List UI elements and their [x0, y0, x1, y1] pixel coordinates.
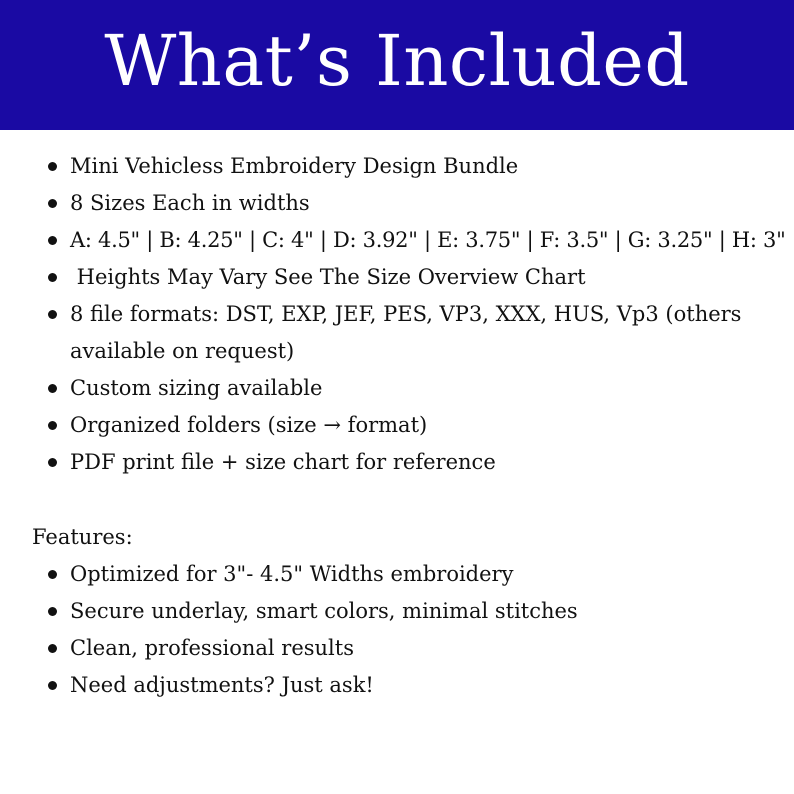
list-item: Custom sizing available	[0, 370, 794, 407]
included-list	[0, 148, 794, 481]
list-item: PDF print file + size chart for reference	[0, 444, 794, 481]
features-list	[0, 556, 794, 704]
list-item: Heights May Vary See The Size Overview Chart	[0, 259, 794, 296]
list-item: A: 4.5" | B: 4.25" | C: 4" | D: 3.92" | E: 3.75" | F: 3.5" | G: 3.25" | H: 3"	[0, 222, 794, 259]
list-item: Clean, professional results	[0, 630, 794, 667]
list-item: Organized folders (size → format)	[0, 407, 794, 444]
list-item: Secure underlay, smart colors, minimal stitches	[0, 593, 794, 630]
page-title: What’s Included	[104, 20, 690, 102]
content	[0, 148, 794, 704]
list-item: Optimized for 3"- 4.5" Widths embroidery	[0, 556, 794, 593]
header-banner	[0, 0, 794, 130]
features-heading: Features:	[32, 525, 133, 549]
list-item: Need adjustments? Just ask!	[0, 667, 794, 704]
list-item: 8 Sizes Each in widths	[0, 185, 794, 222]
list-item: 8 file formats: DST, EXP, JEF, PES, VP3, XXX, HUS, Vp3 (others available on request)	[0, 296, 794, 370]
list-item: Mini Vehicless Embroidery Design Bundle	[0, 148, 794, 185]
